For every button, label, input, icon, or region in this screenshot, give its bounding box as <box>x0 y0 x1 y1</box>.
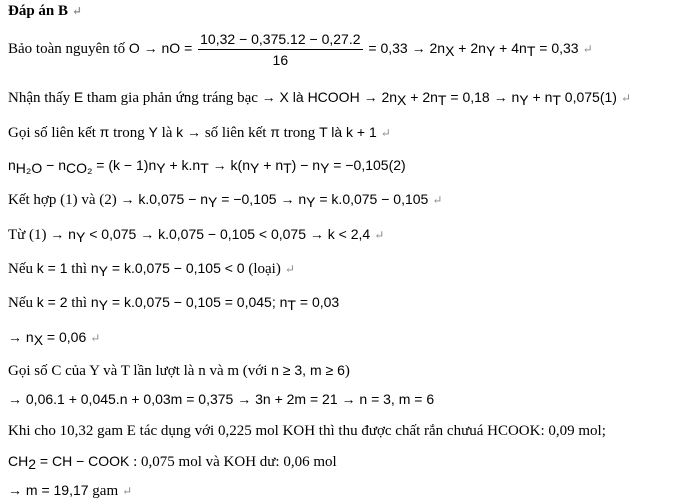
subscript: Y <box>485 42 496 59</box>
line-math: Y <box>148 124 158 140</box>
subscript: Y <box>519 92 529 108</box>
line-math: = 0,33 → 2n <box>364 39 446 56</box>
subscript: Y <box>320 160 330 176</box>
solution-line-7 <box>8 259 295 278</box>
line-math: → k(n <box>208 157 251 173</box>
subscript: 2 <box>28 456 37 472</box>
line-math: k = 1 <box>36 260 68 276</box>
line-text: gam <box>88 483 119 499</box>
line-text: Khi cho 10,32 gam E tác dụng với 0,225 mol KOH thì thu được chất rắn chưuá HCOOK: 0,09 mol; <box>8 423 606 439</box>
line-text: là <box>157 125 177 141</box>
line-math: → n <box>50 226 76 242</box>
answer-title-text: Đáp án B <box>8 3 69 19</box>
line-math: = CH − COOK <box>36 453 130 469</box>
return-mark-icon: ↵ <box>72 4 83 18</box>
line-text: Nếu <box>8 295 37 311</box>
line-text: ) <box>344 363 350 379</box>
line-text: thì <box>67 261 91 277</box>
subscript: Y <box>208 194 218 210</box>
line-text: Nhận thấy <box>8 90 74 106</box>
line-math: 0,075(1) <box>560 89 617 105</box>
subscript: T <box>283 160 292 176</box>
line-math: ) − n <box>291 157 321 173</box>
solution-line-13 <box>8 452 337 471</box>
subscript: T <box>287 297 296 313</box>
return-mark-icon: ↵ <box>582 41 593 56</box>
line-math: = 0,33 <box>535 39 579 56</box>
subscript: X <box>445 42 455 59</box>
subscript: T <box>552 92 561 108</box>
solution-line-14 <box>8 481 132 500</box>
line-math: = −0,105 → n <box>217 191 307 207</box>
line-text: thì <box>67 295 91 311</box>
subscript: Y <box>75 229 86 245</box>
line-math: k → <box>176 124 202 140</box>
solution-line-9 <box>8 328 100 347</box>
line-math: + n <box>259 157 284 173</box>
return-mark-icon: ↵ <box>90 331 101 345</box>
fraction-numerator: 10,32 − 0,375.12 − 0,27.2 <box>198 30 362 50</box>
solution-line-2 <box>8 88 631 107</box>
fraction-denominator: 16 <box>272 52 289 68</box>
line-math: → m = 19,17 <box>8 482 89 498</box>
solution-line-12 <box>8 422 606 440</box>
subscript: Y <box>306 194 316 210</box>
subscript: Y <box>98 263 108 279</box>
subscript: Y <box>156 160 166 176</box>
return-mark-icon: ↵ <box>380 126 391 140</box>
subscript: H₂O <box>15 160 43 176</box>
line-math: + n <box>528 89 553 105</box>
subscript: Y <box>98 297 108 313</box>
return-mark-icon: ↵ <box>620 91 632 105</box>
line-math: T là k + 1 <box>319 124 377 140</box>
return-mark-icon: ↵ <box>284 262 295 276</box>
line-text: tham gia phản ứng tráng bạc <box>83 90 262 106</box>
line-math: + 2n <box>454 39 486 56</box>
line-text: trong <box>109 125 149 141</box>
line-math: n ≥ 3, m ≥ 6 <box>271 362 345 378</box>
line-math: < 0,075 → k.0,075 − 0,105 < 0,075 → k < 2,4 <box>85 226 371 242</box>
line-math: + k.n <box>165 157 201 173</box>
subscript: X <box>397 92 407 108</box>
line-math: = 0,03 <box>295 294 340 310</box>
line-math: = 0,18 → n <box>446 89 520 105</box>
line-math: π <box>99 124 110 140</box>
line-text: Từ (1) <box>8 227 51 243</box>
line-math: → 0,06.1 + 0,045.n + 0,03m = 0,375 → 3n + 2m = 21 → n = 3, m = 6 <box>8 391 435 407</box>
line-math: = 0,06 <box>43 329 87 345</box>
solution-line-8 <box>8 293 339 312</box>
subscript: T <box>200 160 209 176</box>
line-math: π <box>270 124 280 140</box>
line-math: + 2n <box>406 89 438 105</box>
line-math: CH <box>8 453 29 469</box>
line-math: → X là HCOOH → 2n <box>261 89 398 105</box>
line-math: = −0,105(2) <box>329 157 406 173</box>
subscript: T <box>437 92 447 108</box>
return-mark-icon: ↵ <box>122 484 133 498</box>
line-math: = (k − 1)n <box>92 157 157 173</box>
line-text: Bảo toàn nguyên tố <box>8 40 129 57</box>
answer-title <box>8 2 82 20</box>
line-math: n <box>90 260 99 276</box>
line-math: n <box>90 294 99 310</box>
subscript: CO₂ <box>65 160 93 176</box>
line-math: O → nO = <box>128 39 197 56</box>
line-text: : 0,075 mol và KOH dư: 0,06 mol <box>129 454 337 470</box>
return-mark-icon: ↵ <box>374 228 385 242</box>
line-text: Kết hợp (1) và (2) <box>8 192 121 208</box>
line-math: → k.0,075 − n <box>120 191 209 207</box>
line-math: − n <box>42 157 66 173</box>
line-math: + 4n <box>495 39 527 56</box>
line-text: số liên kết <box>201 125 271 141</box>
line-text: Nếu <box>8 261 37 277</box>
solution-line-1 <box>8 30 593 69</box>
solution-line-10 <box>8 361 350 380</box>
line-text: (loại) <box>244 261 281 277</box>
return-mark-icon: ↵ <box>432 193 443 207</box>
solution-line-5 <box>8 190 442 209</box>
line-text: Gọi số liên kết <box>8 125 100 141</box>
line-math: = k.0,075 − 0,105 = 0,045; n <box>107 294 288 310</box>
oxygen-fraction <box>198 30 362 69</box>
solution-line-4 <box>8 156 406 175</box>
solution-line-11 <box>8 390 434 409</box>
solution-line-6 <box>8 225 384 244</box>
line-math: → n <box>8 329 34 345</box>
line-text: trong <box>279 125 320 141</box>
line-math: = k.0,075 − 0,105 < 0 <box>107 260 245 276</box>
line-text: Gọi số C của Y và T lần lượt là n và m (với <box>8 363 272 379</box>
subscript: T <box>526 42 536 59</box>
line-math: E <box>73 89 84 105</box>
solution-line-3 <box>8 123 391 142</box>
subscript: X <box>33 332 44 348</box>
line-math: n <box>8 157 16 173</box>
line-math: k = 2 <box>36 294 68 310</box>
subscript: Y <box>250 160 260 176</box>
line-math: = k.0,075 − 0,105 <box>315 191 429 207</box>
